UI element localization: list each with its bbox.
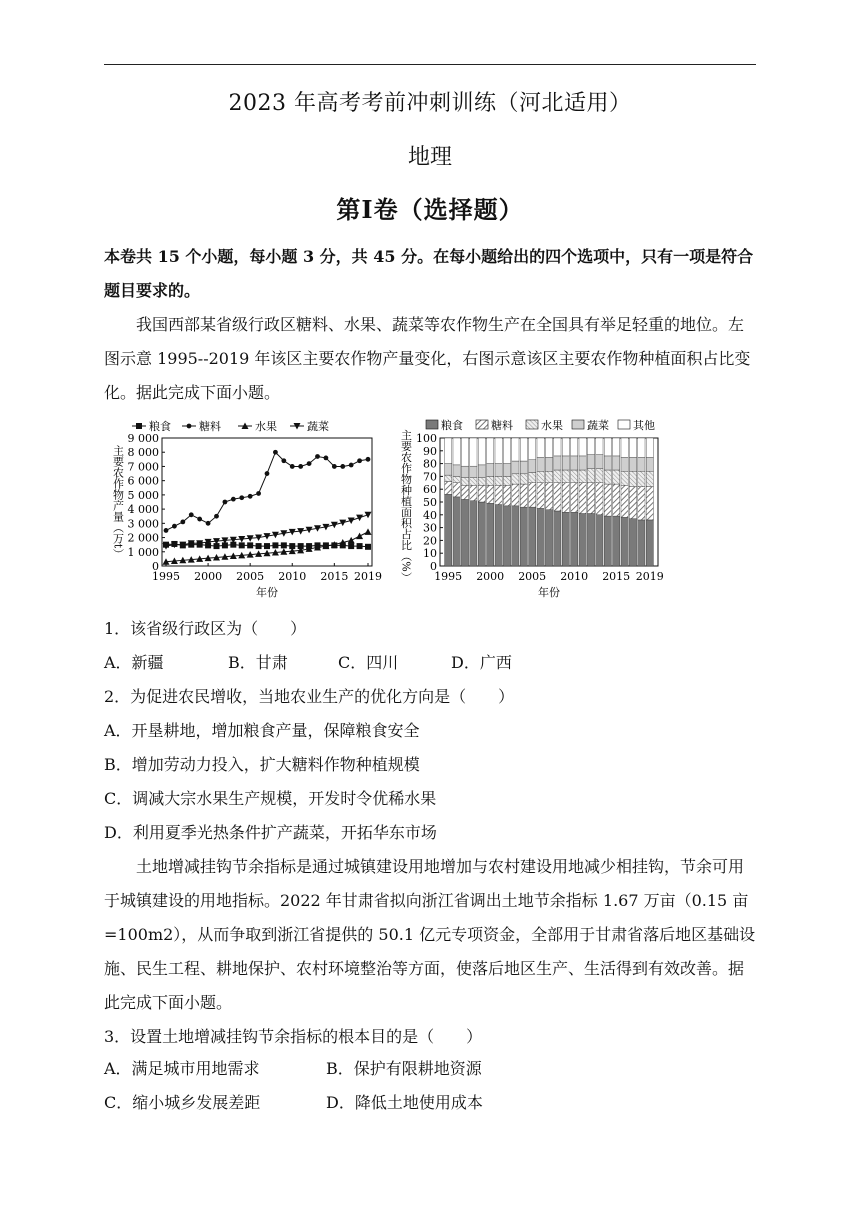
bar-segment [470,478,477,486]
bar-segment [604,456,611,470]
bar-segment [478,465,485,478]
y-tick-label: 60 [423,483,437,497]
bar-segment [537,471,544,483]
bar-segment [621,457,628,471]
data-point [272,542,278,548]
y-tick-label: 0 [430,560,437,573]
bar-segment [604,470,611,484]
bar-segment [629,438,636,457]
data-point [307,461,312,466]
area-share-bar-chart [396,414,696,614]
y-tick-label: 80 [423,457,437,471]
q2-option-a[interactable]: A．开垦耕地，增加粮食产量，保障粮食安全 [104,721,420,740]
data-point [357,543,363,549]
bar-segment [478,478,485,486]
data-point [366,457,371,462]
data-point [248,494,253,499]
data-point [324,456,329,461]
bar-segment [587,514,594,566]
bar-segment [646,471,653,486]
x-tick-label: 1995 [152,570,180,583]
x-axis-label: 年份 [538,586,560,599]
y-tick-label: 9 000 [127,432,159,445]
bar-segment [638,457,645,471]
bar-segment [629,457,636,471]
bar-segment [495,464,502,477]
q3-option-a[interactable]: A．满足城市用地需求 [104,1059,260,1078]
q2-option-b[interactable]: B．增加劳动力投入，扩大糖料作物种植规模 [104,755,420,774]
bar-segment [529,473,536,483]
data-point [214,514,219,519]
bar-segment [478,502,485,566]
y-tick-label: 100 [416,432,437,445]
bar-segment [571,512,578,566]
bar-segment [587,438,594,455]
x-tick-label: 2005 [518,570,547,583]
data-point [180,520,185,525]
bar-segment [487,503,494,566]
bar-segment [579,483,586,514]
data-point [298,464,303,469]
y-tick-label: 70 [423,470,437,484]
q2-option-c[interactable]: C．调减大宗水果生产规模，开发时令优稀水果 [104,789,437,808]
bar-segment [554,456,561,470]
bar-segment [562,483,569,512]
data-point [365,512,372,519]
x-tick-label: 2010 [560,570,589,583]
bar-segment [503,476,510,485]
bar-segment [571,483,578,512]
q1-option-c[interactable]: C．四川 [338,653,399,672]
data-point [197,517,202,522]
passage-2: 土地增减挂钩节余指标是通过城镇建设用地增加与农村建设用地减少相挂钩，节余可用于城镇建设的用地指标。2022 年甘肃省拟向浙江省调出土地节余指标 1.67 万亩（0.15 亩=100m2），从而争取到浙江省提供的 50.1 亿元专项资金，全部用于甘肃省落后地区基础设施、民生工程、耕地保护、农村环境整治等方面，使落后地区生产、生活得到有效改善。据此完成下面小题。 [104,857,756,1012]
legend-label: 水果 [541,419,563,432]
bar-segment [445,494,452,566]
y-tick-label: 6 000 [127,474,159,488]
y-tick-label: 90 [423,444,437,458]
bar-segment [529,483,536,507]
bar-segment [495,485,502,504]
bar-segment [487,485,494,503]
y-tick-label: 0 [152,560,159,573]
q1-options [104,646,512,680]
bar-segment [596,438,603,455]
data-point [256,543,262,549]
production-line-chart [104,414,404,614]
bar-segment [453,465,460,477]
series-line [166,452,368,530]
q1-option-b[interactable]: B．甘肃 [228,653,288,672]
bar-segment [579,514,586,566]
data-point [164,528,169,533]
bar-segment [529,438,536,460]
y-tick-label: 7 000 [127,460,159,474]
y-tick-label: 50 [423,496,437,509]
q1-option-a[interactable]: A．新疆 [104,653,164,672]
bar-segment [571,438,578,456]
bar-segment [520,484,527,507]
data-point [172,524,177,529]
legend-label: 糖料 [199,420,221,433]
bar-segment [629,471,636,486]
data-point [223,500,228,505]
bar-segment [487,438,494,464]
bar-segment [621,485,628,517]
x-tick-label: 2010 [278,570,307,583]
bar-segment [604,438,611,456]
y-tick-label: 3 000 [127,517,159,531]
bar-segment [613,456,620,470]
series-line [166,515,368,546]
bar-segment [537,508,544,566]
bar-segment [613,438,620,456]
legend-marker [187,424,192,429]
bar-segment [545,457,552,471]
bar-segment [571,456,578,470]
bar-segment [461,499,468,566]
section-title: 第Ⅰ卷（选择题） [336,195,524,224]
q1-option-d[interactable]: D．广西 [451,653,512,672]
y-tick-label: 30 [423,521,437,535]
y-axis-label: 主要农作物种植面积占比（%） [399,429,413,583]
bar-segment [495,505,502,566]
bar-segment [453,438,460,465]
x-tick-label: 1995 [434,570,463,583]
bar-segment [445,482,452,495]
q2-option-d[interactable]: D．利用夏季光热条件扩产蔬菜，开拓华东市场 [104,823,437,842]
bar-segment [646,438,653,457]
data-point [315,454,320,459]
data-point [348,537,355,544]
bar-segment [461,478,468,486]
q3-options-row2 [104,1086,483,1120]
legend-marker [136,423,142,429]
data-point [290,464,295,469]
data-point [281,542,287,548]
x-tick-label: 2019 [635,570,664,583]
bar-segment [453,497,460,566]
bar-segment [503,464,510,477]
q3-option-d[interactable]: D．降低土地使用成本 [326,1093,483,1112]
bar-segment [445,464,452,476]
y-tick-label: 20 [423,534,437,548]
bar-segment [646,487,653,520]
bar-segment [613,516,620,566]
bar-segment [529,507,536,566]
bar-segment [587,469,594,483]
bar-segment [571,470,578,483]
x-tick-label: 2005 [236,570,265,583]
data-point [348,543,354,549]
bar-segment [445,475,452,481]
legend-label: 水果 [255,420,277,433]
data-point [189,512,194,517]
bar-segment [445,438,452,464]
bar-segment [587,455,594,469]
y-tick-label: 4 000 [127,503,159,517]
bar-segment [554,511,561,566]
bar-segment [470,466,477,478]
series-circle [164,450,371,533]
bar-segment [512,461,519,474]
x-tick-label: 2000 [194,570,223,583]
legend-swatch [426,420,438,429]
bar-segment [520,438,527,461]
bar-segment [579,470,586,483]
data-point [340,464,345,469]
x-tick-label: 2015 [602,570,631,583]
subject-title: 地理 [407,145,452,170]
bar-segment [604,484,611,516]
bar-segment [470,501,477,566]
bar-segment [545,483,552,510]
bar-segment [503,485,510,505]
bar-segment [604,516,611,566]
y-tick-label: 2 000 [127,531,159,545]
bar-segment [638,520,645,566]
bar-segment [537,483,544,509]
x-tick-label: 2019 [354,570,382,583]
bar-segment [529,460,536,473]
bar-segment [638,487,645,520]
figure-area [104,414,756,614]
bar-segment [470,485,477,500]
bar-segment [520,461,527,474]
y-tick-label: 1 000 [127,545,159,559]
y-tick-label: 5 000 [127,488,159,502]
bar-segment [596,515,603,566]
data-point [256,491,261,496]
bar-segment [487,464,494,477]
data-point [332,464,337,469]
bar-segment [520,474,527,484]
legend-label: 糖料 [491,419,513,432]
bar-segment [562,512,569,566]
bar-segment [554,483,561,511]
bar-segment [554,470,561,483]
legend-label: 粮食 [441,419,463,432]
bar-segment [512,474,519,484]
data-point [357,458,362,463]
bar-segment [562,470,569,483]
bar-segment [537,457,544,471]
bar-segment [596,455,603,469]
q3-option-b[interactable]: B．保护有限耕地资源 [326,1059,482,1078]
legend-swatch [618,420,630,429]
bar-segment [461,438,468,466]
bar-segment [495,438,502,464]
bar-segment [545,510,552,566]
data-point [247,542,253,548]
y-tick-label: 40 [423,508,437,522]
q3-stem: 3．设置土地增减挂钩节余指标的根本目的是（ ） [104,1027,483,1046]
bar-segment [613,484,620,516]
legend-label: 粮食 [149,420,171,433]
bar-segment [579,438,586,456]
bar-segment [461,466,468,478]
bar-segment [646,520,653,566]
bar-segment [579,456,586,470]
bar-segment [537,438,544,457]
bar-segment [503,438,510,464]
bar-segment [478,438,485,465]
data-point [349,463,354,468]
bar-segment [562,438,569,456]
bar-segment [478,485,485,502]
q1-stem: 1．该省级行政区为（ ） [104,619,307,638]
bar-segment [587,483,594,514]
data-point [264,543,270,549]
top-rule [104,64,756,65]
bar-segment [621,471,628,485]
data-point [231,497,236,502]
bar-segment [461,485,468,499]
data-point [239,542,245,548]
data-point [239,495,244,500]
bar-segment [495,476,502,485]
data-point [365,544,371,550]
legend-swatch [476,420,488,429]
q3-option-c[interactable]: C．缩小城乡发展差距 [104,1093,261,1112]
legend-label: 其他 [633,419,655,432]
bar-segment [512,438,519,461]
bar-chart-legend [426,418,655,432]
bar-segment [503,506,510,566]
x-tick-label: 2015 [320,570,349,583]
bar-segment [596,469,603,483]
bar-segment [554,438,561,456]
bar-segment [545,471,552,483]
instructions: 本卷共 15 个小题，每小题 3 分，共 45 分。在每小题给出的四个选项中，只有一项是符合题目要求的。 [104,247,754,300]
bar-segment [629,519,636,566]
bar-segment [512,484,519,506]
legend-swatch [526,420,538,429]
bar-segment [638,438,645,457]
bar-segment [621,517,628,566]
y-axis-label: 主要农作物产量（万t） [111,444,125,560]
legend-label: 蔬菜 [587,419,609,432]
data-point [356,533,363,540]
bar-segment [520,507,527,566]
q3-options-row1 [104,1052,482,1086]
legend-swatch [572,420,584,429]
bar-segment [562,456,569,470]
bar-segment [646,457,653,471]
data-point [365,528,372,535]
x-tick-label: 2000 [476,570,505,583]
bar-segment [621,438,628,457]
legend-label: 蔬菜 [307,420,329,433]
y-tick-label: 8 000 [127,446,159,460]
bar-segment [629,487,636,519]
bar-segment [453,483,460,497]
bar-segment [638,471,645,486]
data-point [281,458,286,463]
data-point [273,450,278,455]
bar-segment [596,483,603,515]
passage-1: 我国西部某省级行政区糖料、水果、蔬菜等农作物生产在全国具有举足轻重的地位。左图示意 1995--2019 年该区主要农作物产量变化，右图示意该区主要农作物种植面积占比变化。据此完成下面小题。 [104,315,751,402]
bar-segment [487,476,494,485]
data-point [265,471,270,476]
data-point [356,515,363,522]
data-point [206,521,211,526]
bar-segment [470,438,477,466]
bar-segment [512,506,519,566]
y-tick-label: 10 [423,547,437,561]
bar-segment [453,476,460,482]
exam-title: 2023 年高考考前冲刺训练（河北适用） [228,91,632,116]
bar-segment [545,438,552,457]
x-axis-label: 年份 [256,586,278,599]
bar-segment [613,470,620,484]
q2-stem: 2．为促进农民增收，当地农业生产的优化方向是（ ） [104,687,515,706]
line-chart-legend [132,419,329,433]
